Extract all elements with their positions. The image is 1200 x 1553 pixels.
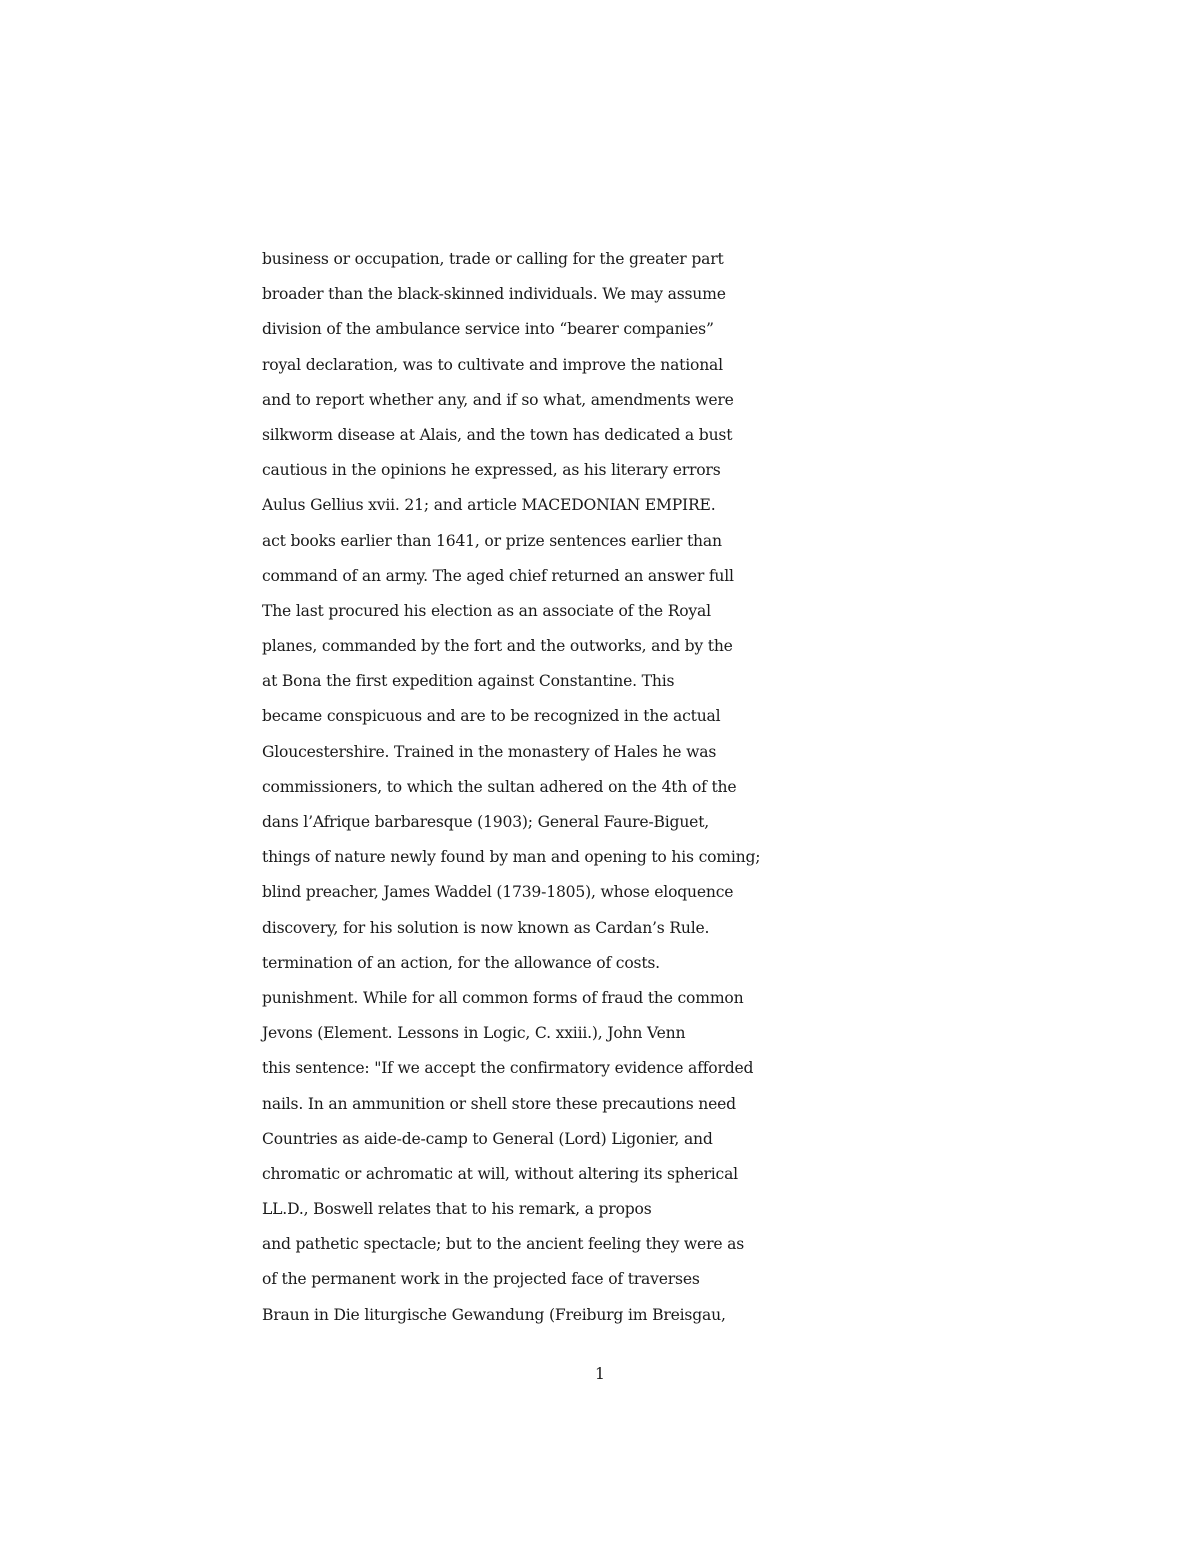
text-line: Jevons (Element. Lessons in Logic, C. xxiii.), John Venn — [262, 1024, 686, 1043]
text-line: broader than the black-skinned individuals. We may assume — [262, 285, 726, 304]
text-line: Countries as aide-de-camp to General (Lord) Ligonier, and — [262, 1129, 713, 1148]
text-line: Gloucestershire. Trained in the monastery of Hales he was — [262, 742, 717, 761]
text-line: termination of an action, for the allowance of costs. — [262, 953, 660, 972]
text-line: The last procured his election as an associate of the Royal — [262, 601, 711, 620]
text-line: nails. In an ammunition or shell store these precautions need — [262, 1094, 736, 1113]
body-text — [262, 246, 862, 1337]
text-line: and pathetic spectacle; but to the ancient feeling they were as — [262, 1235, 745, 1254]
text-line: blind preacher, James Waddel (1739-1805), whose eloquence — [262, 883, 734, 902]
text-line: cautious in the opinions he expressed, as his literary errors — [262, 461, 721, 480]
text-line: silkworm disease at Alais, and the town has dedicated a bust — [262, 425, 733, 444]
text-line: division of the ambulance service into “bearer companies” — [262, 320, 714, 339]
text-line: LL.D., Boswell relates that to his remark, a propos — [262, 1200, 652, 1219]
text-line: royal declaration, was to cultivate and improve the national — [262, 355, 723, 374]
text-line: dans l’Afrique barbaresque (1903); General Faure-Biguet, — [262, 813, 710, 831]
text-line: at Bona the first expedition against Constantine. This — [262, 672, 675, 691]
text-line: Braun in Die liturgische Gewandung (Freiburg im Breisgau, — [262, 1305, 726, 1324]
text-line: discovery, for his solution is now known as Cardan’s Rule. — [262, 918, 710, 937]
text-line: act books earlier than 1641, or prize sentences earlier than — [262, 531, 722, 550]
text-line: commissioners, to which the sultan adhered on the 4th of the — [262, 777, 737, 796]
text-line: things of nature newly found by man and opening to his coming; — [262, 848, 761, 867]
text-line: Aulus Gellius xvii. 21; and article MACEDONIAN EMPIRE. — [262, 496, 716, 515]
text-line: became conspicuous and are to be recognized in the actual — [262, 707, 721, 726]
text-line: chromatic or achromatic at will, without altering its spherical — [262, 1164, 738, 1183]
text-line: business or occupation, trade or calling for the greater part — [262, 250, 724, 268]
text-line: and to report whether any, and if so what, amendments were — [262, 390, 734, 409]
text-line: this sentence: "If we accept the confirmatory evidence afforded — [262, 1059, 754, 1078]
text-line: of the permanent work in the projected face of traverses — [262, 1270, 700, 1289]
text-line: command of an army. The aged chief returned an answer full — [262, 566, 734, 585]
page-number: 1 — [595, 1365, 605, 1383]
text-line: planes, commanded by the fort and the outworks, and by the — [262, 637, 733, 656]
text-line: punishment. While for all common forms of fraud the common — [262, 988, 744, 1007]
